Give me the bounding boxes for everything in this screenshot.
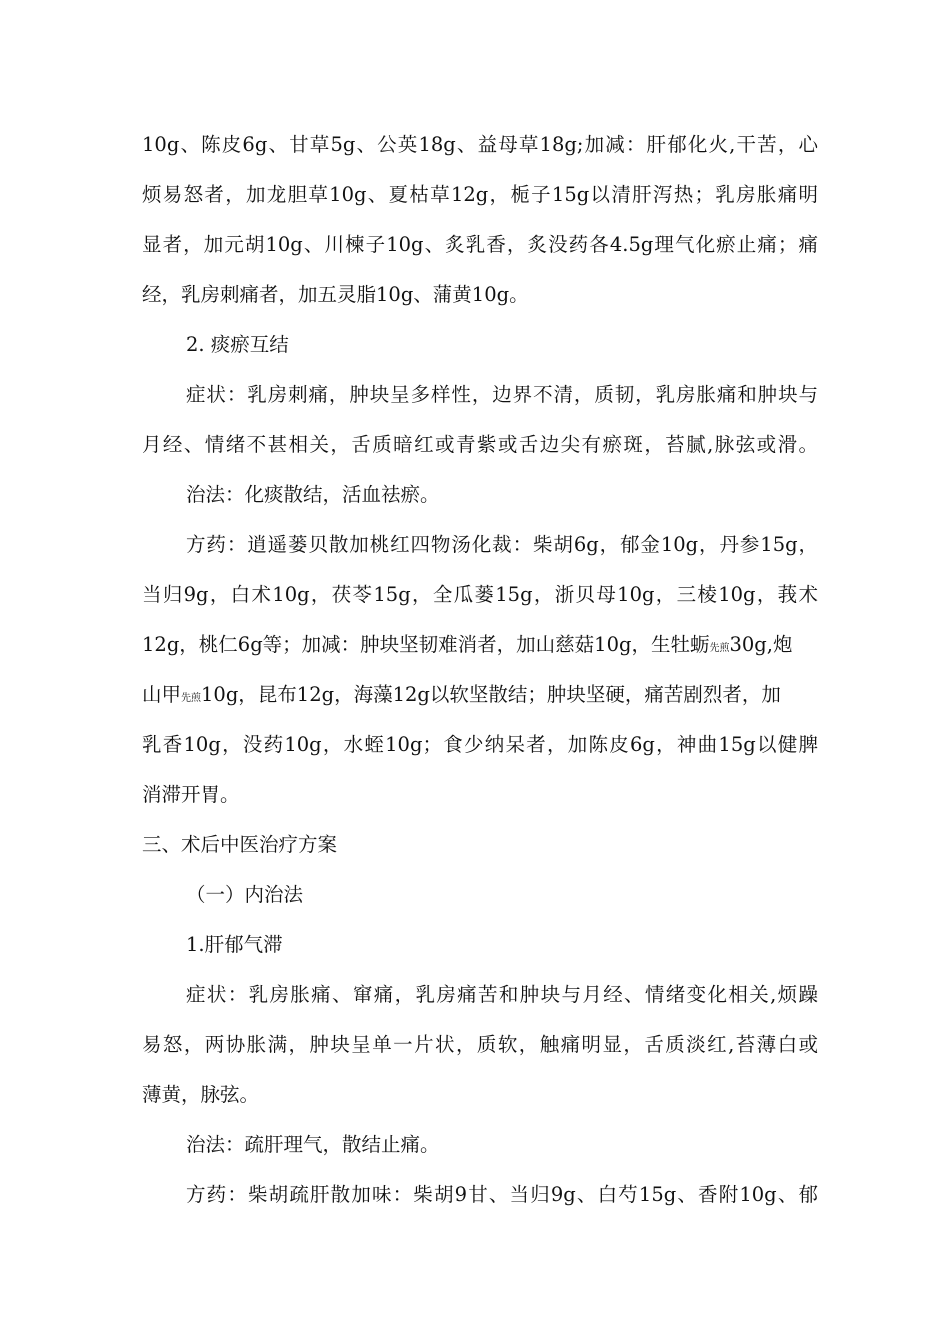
text-line: 方药：逍遥蒌贝散加桃红四物汤化裁：柴胡6g，郁金10g，丹参15g， [186,533,818,556]
text-segment: 12g，桃仁6g等；加减：肿块坚韧难消者，加山慈菇10g，生牡蛎 [142,633,710,656]
text-line [142,633,818,661]
text-line: 消滞开胃。 [142,783,240,806]
section-heading: 1.肝郁气滞 [186,933,283,956]
text-line: 10g、陈皮6g、甘草5g、公英18g、益母草18g;加减：肝郁化火,干苦，心 [142,133,818,156]
text-line: 薄黄，脉弦。 [142,1083,260,1106]
text-line: 易怒，两协胀满，肿块呈单一片状，质软，触痛明显，舌质淡红,苔薄白或 [142,1033,818,1056]
annotation-note: 先煎 [181,693,202,704]
section-heading: 2. 痰瘀互结 [186,333,289,356]
text-line: 月经、情绪不甚相关，舌质暗红或青紫或舌边尖有瘀斑，苔腻,脉弦或滑。 [142,433,818,456]
text-line: 症状：乳房刺痛，肿块呈多样性，边界不清，质韧，乳房胀痛和肿块与 [186,383,818,406]
text-segment: 30g,炮 [729,633,793,656]
text-line: 乳香10g，没药10g，水蛭10g；食少纳呆者，加陈皮6g，神曲15g以健脾 [142,733,818,756]
text-line: 症状：乳房胀痛、窜痛，乳房痛苦和肿块与月经、情绪变化相关,烦躁 [186,983,818,1006]
text-line: 治法：疏肝理气，散结止痛。 [186,1133,440,1156]
text-line: 烦易怒者，加龙胆草10g、夏枯草12g，栀子15g以清肝泻热；乳房胀痛明 [142,183,818,206]
section-heading: 三、术后中医治疗方案 [142,833,338,856]
text-segment: 10g，昆布12g，海藻12g以软坚散结；肿块坚硬，痛苦剧烈者，加 [201,683,781,706]
text-segment: 山甲 [142,683,182,706]
section-heading: （一）内治法 [186,883,304,906]
annotation-note: 先煎 [709,643,730,654]
text-line: 经，乳房刺痛者，加五灵脂10g、蒲黄10g。 [142,283,529,306]
text-line [142,683,818,711]
text-line: 显者，加元胡10g、川楝子10g、炙乳香，炙没药各4.5g理气化瘀止痛；痛 [142,233,818,256]
text-line: 方药：柴胡疏肝散加味：柴胡9甘、当归9g、白芍15g、香附10g、郁 [186,1183,818,1206]
text-line: 当归9g，白术10g，茯苓15g，全瓜蒌15g，浙贝母10g，三棱10g，莪术 [142,583,818,606]
text-line: 治法：化痰散结，活血祛瘀。 [186,483,440,506]
